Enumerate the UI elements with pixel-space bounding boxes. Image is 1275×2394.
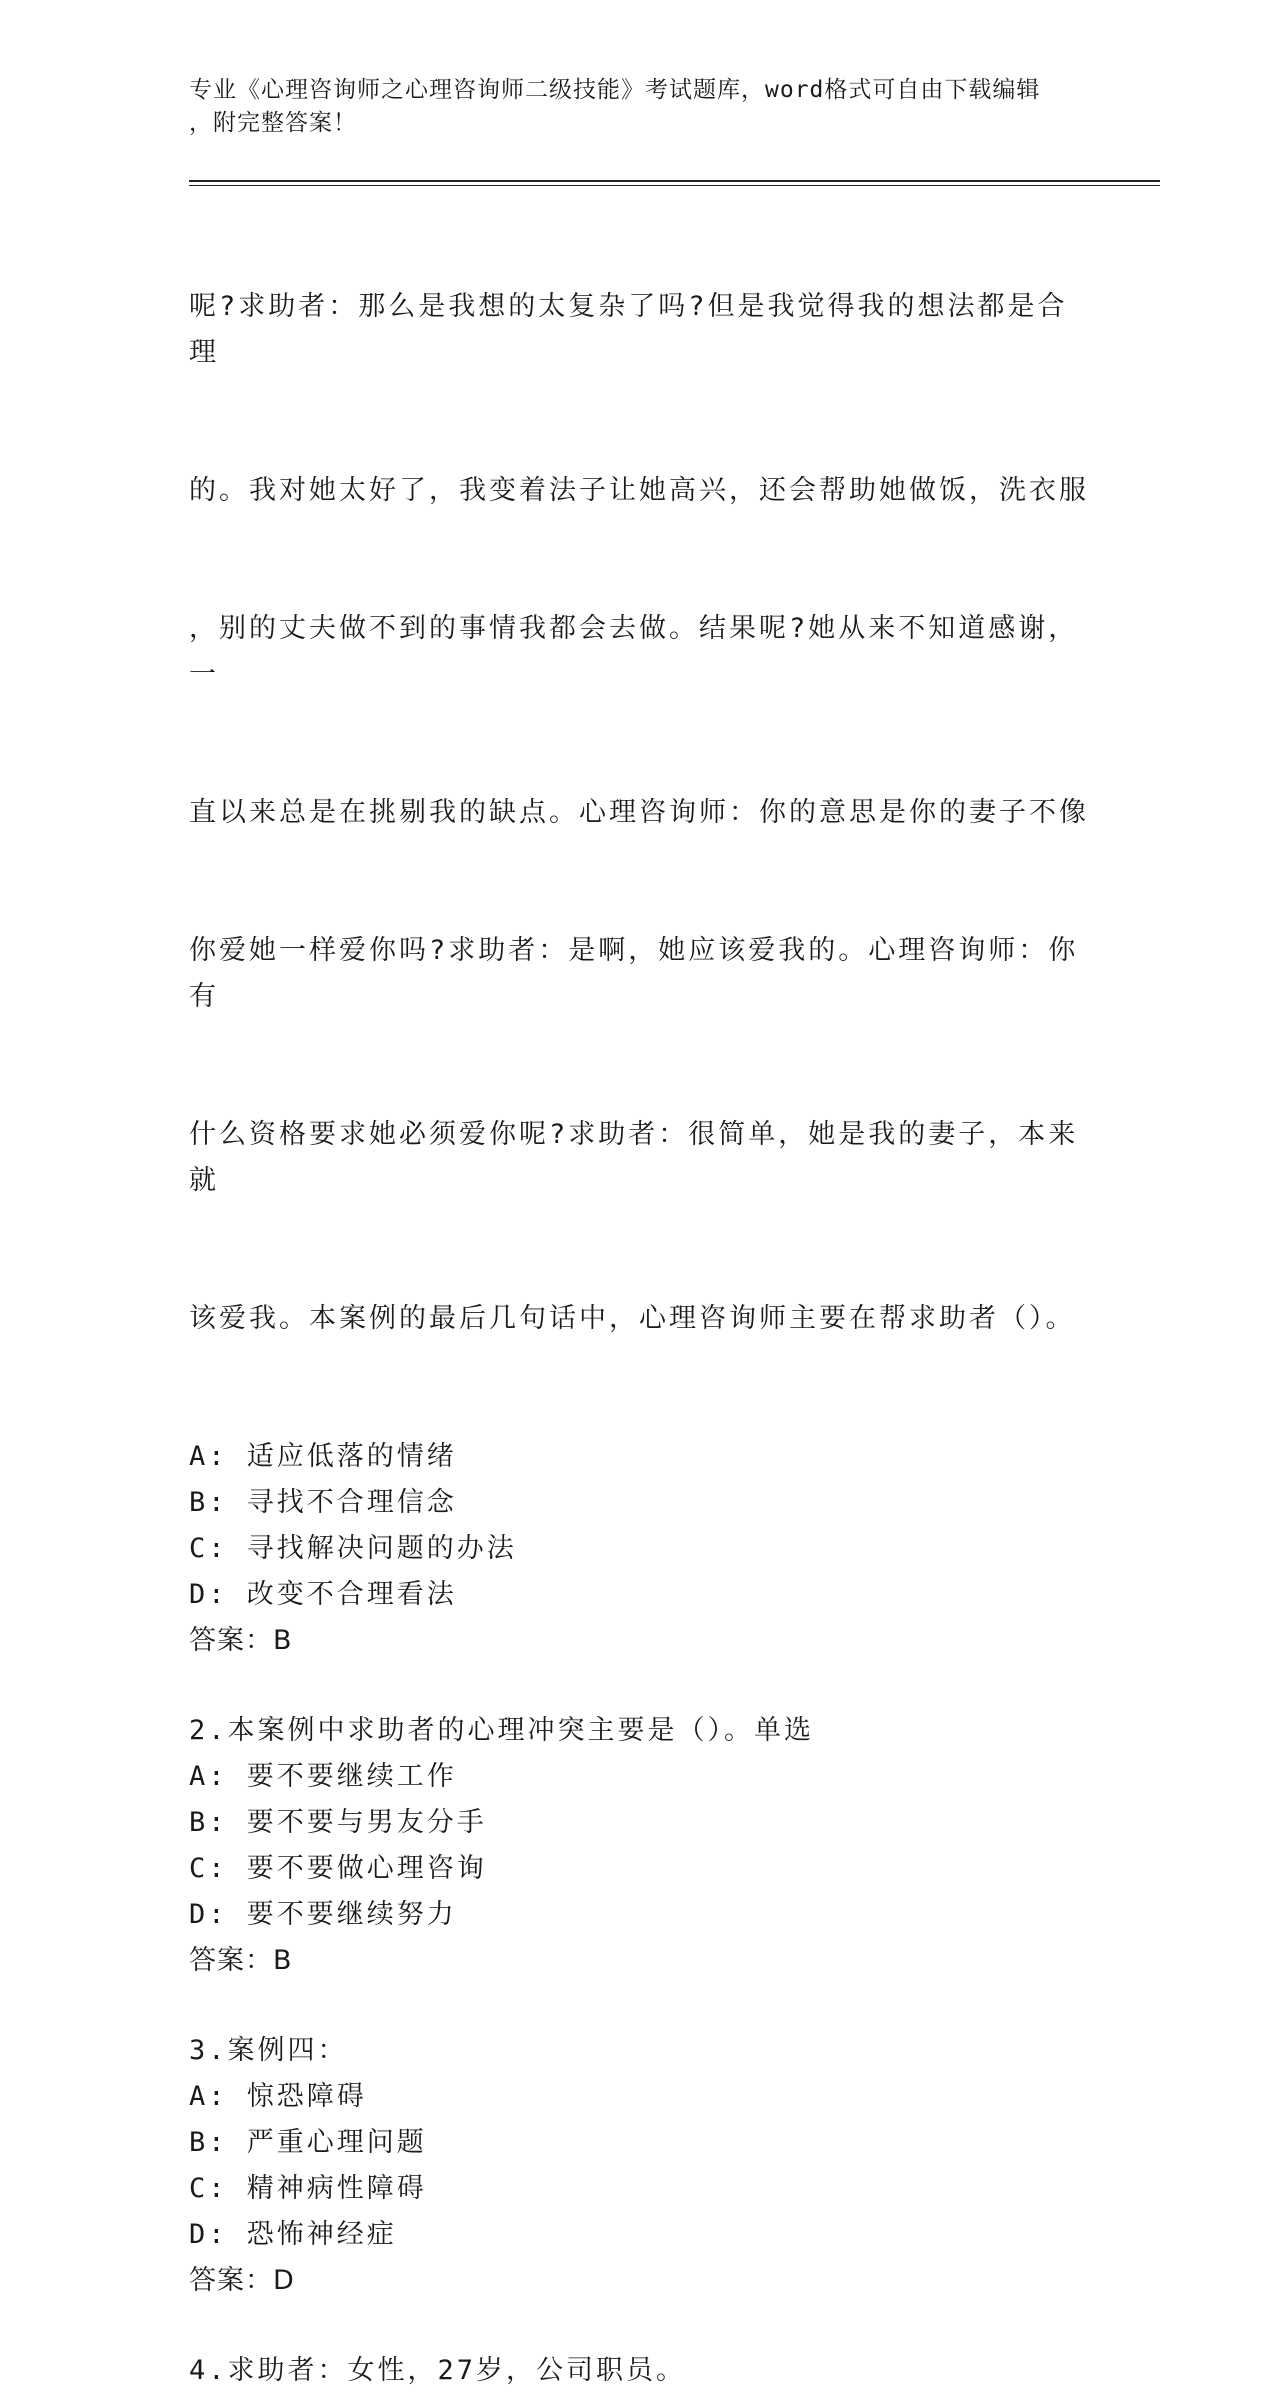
question-2-title: 2.本案例中求助者的心理冲突主要是（）。单选 <box>189 1715 815 1746</box>
question-1-text <box>189 192 1089 1434</box>
option-c: C: 要不要做心理咨询 <box>189 1853 487 1884</box>
option-b: B: 寻找不合理信念 <box>189 1487 457 1518</box>
question-1-line: 该爱我。本案例的最后几句话中，心理咨询师主要在帮求助者（）。 <box>189 1303 1076 1334</box>
option-b: B: 要不要与男友分手 <box>189 1807 487 1838</box>
question-1-line: 直以来总是在挑剔我的缺点。心理咨询师：你的意思是你的妻子不像 <box>189 797 1089 828</box>
answer-label: 答案：B <box>189 1945 293 1976</box>
header-line-2: ，附完整答案！ <box>189 110 357 136</box>
option-b: B: 严重心理问题 <box>189 2127 427 2158</box>
question-4 <box>189 2348 1089 2394</box>
header-divider-thin <box>189 185 1160 186</box>
question-3-title: 3.案例四： <box>189 2035 348 2066</box>
option-d: D: 恐怖神经症 <box>189 2219 397 2250</box>
question-1-line: 什么资格要求她必须爱你呢?求助者：很简单，她是我的妻子，本来就 <box>189 1119 1079 1196</box>
question-1-line: 你爱她一样爱你吗?求助者：是啊，她应该爱我的。心理咨询师：你有 <box>189 935 1079 1012</box>
spacer <box>189 1664 1089 1708</box>
answer-label: 答案：D <box>189 2265 295 2296</box>
option-a: A: 要不要继续工作 <box>189 1761 457 1792</box>
document-header <box>189 74 1089 140</box>
option-c: C: 精神病性障碍 <box>189 2173 427 2204</box>
question-1-line: ，别的丈夫做不到的事情我都会去做。结果呢?她从来不知道感谢，一 <box>189 613 1079 690</box>
answer-label: 答案：B <box>189 1625 293 1656</box>
header-divider-thick <box>189 180 1160 182</box>
option-d: D: 要不要继续努力 <box>189 1899 457 1930</box>
header-line-1: 专业《心理咨询师之心理咨询师二级技能》考试题库，word格式可自由下载编辑 <box>189 77 1041 103</box>
document-body <box>189 192 1089 2394</box>
spacer <box>189 1984 1089 2028</box>
spacer <box>189 2304 1089 2348</box>
option-a: A: 惊恐障碍 <box>189 2081 367 2112</box>
question-1 <box>189 192 1089 1664</box>
question-1-line: 呢?求助者：那么是我想的太复杂了吗?但是我觉得我的想法都是合理 <box>189 291 1068 368</box>
option-c: C: 寻找解决问题的办法 <box>189 1533 517 1564</box>
option-a: A: 适应低落的情绪 <box>189 1441 457 1472</box>
question-1-line: 的。我对她太好了，我变着法子让她高兴，还会帮助她做饭，洗衣服 <box>189 475 1089 506</box>
question-2 <box>189 1708 1089 1984</box>
question-3 <box>189 2028 1089 2304</box>
option-d: D: 改变不合理看法 <box>189 1579 457 1610</box>
question-4-title: 4.求助者：女性，27岁，公司职员。 <box>189 2355 687 2386</box>
